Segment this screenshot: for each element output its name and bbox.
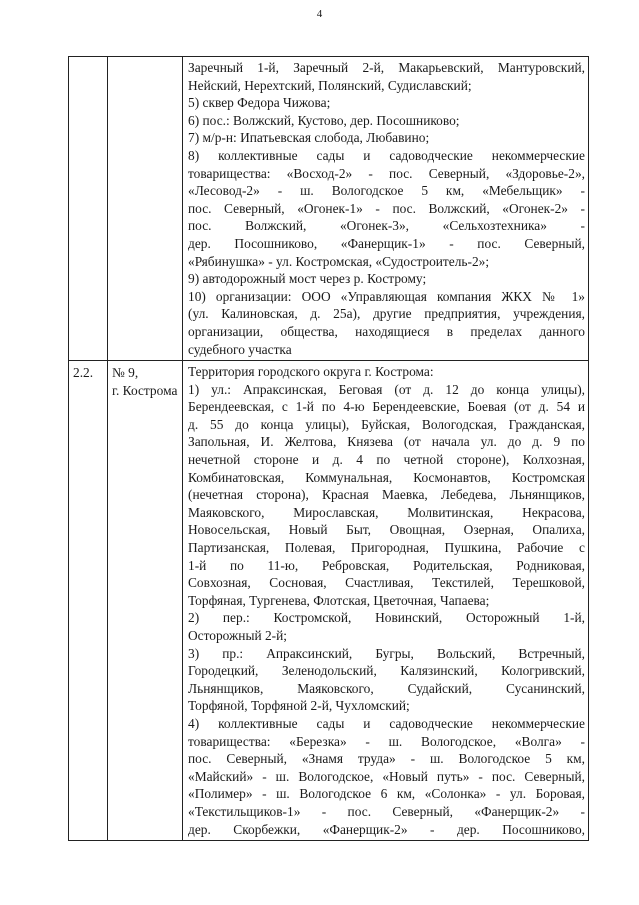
text-line: «Текстильщиков-1» - пос. Северный, «Фанерщик-2» - xyxy=(188,803,585,819)
text-line: пос. Северный, «Знамя труда» - ш. Вологодское 5 км, xyxy=(188,751,585,767)
text-line: Осторожный 2-й; xyxy=(188,628,288,643)
text-line: (ул. Калиновская, д. 25а), другие предприятия, учреждения, xyxy=(188,306,585,322)
text-line: пос. Северный, «Огонек-1» - пос. Волжский, «Огонек-2» - xyxy=(188,200,585,216)
text-line: «Лесовод-2» - ш. Вологодское 5 км, «Мебельщик» - xyxy=(188,183,585,199)
text-line: «Полимер» - ш. Вологодское 6 км, «Солонка» - ул. Боровая, xyxy=(188,786,585,802)
text-line: (нечетная сторона), Красная Маевка, Лебедева, Льнянщиков, xyxy=(188,487,585,503)
text-line: Совхозная, Сосновая, Счастливая, Текстилей, Терешковой, xyxy=(188,575,585,591)
text-line: судебного участка xyxy=(188,341,292,357)
row-number: 2.2. xyxy=(73,365,94,381)
text-line: 7) м/р-н: Ипатьевская слобода, Любавино; xyxy=(188,130,430,146)
text-line: Городецкий, Зеленодольский, Калязинский, Кологривский, xyxy=(188,663,585,679)
text-line: Запольная, И. Желтова, Князева (от начала ул. до д. 9 по xyxy=(188,434,585,450)
text-line: Партизанская, Полевая, Пригородная, Пушкина, Рабочие с xyxy=(188,540,585,556)
text-line: Территория городского округа г. Кострома: xyxy=(188,364,434,380)
district-name: № 9, г. Кострома xyxy=(112,365,178,398)
text-line: Заречный 1-й, Заречный 2-й, Макарьевский, Мантуровский, xyxy=(188,60,585,75)
row-number-cell xyxy=(69,361,108,841)
text-line: Комбинатовская, Коммунальная, Космонавтов, Костромская xyxy=(188,469,585,485)
district-name xyxy=(108,57,182,60)
text-line: 2) пер.: Костромской, Новинский, Осторожный 1-й, xyxy=(188,610,585,626)
text-line: Торфяной, Торфяной 2-й, Чухломский; xyxy=(188,698,410,714)
text-line: 1) ул.: Апраксинская, Беговая (от д. 12 до конца улицы), xyxy=(188,381,585,397)
page-number: 4 xyxy=(316,8,323,20)
text-line: 10) организации: ООО «Управляющая компания ЖКХ № 1» xyxy=(188,288,585,304)
text-line: Новосельская, Новый Быт, Овощная, Озерная, Опалиха, xyxy=(188,522,585,538)
court-district-table xyxy=(68,56,589,841)
text-line: пос. Волжский, «Огонек-3», «Сельхозтехника» - xyxy=(188,218,585,234)
text-line: дер. Посошниково, «Фанерщик-1» - пос. Северный, xyxy=(188,235,585,251)
text-line: Маяковского, Мирославская, Молвитинская, Некрасова, xyxy=(188,504,585,520)
territory-description xyxy=(183,57,588,360)
text-line: Берендеевская, с 1-й по 4-ю Берендеевские, Боевая (от д. 54 и xyxy=(188,399,585,415)
text-line: 4) коллективные сады и садоводческие некоммерческие xyxy=(188,715,585,731)
territory-cell xyxy=(183,361,589,841)
district-cell xyxy=(108,361,183,841)
table-row xyxy=(69,361,589,841)
text-line: организации, общества, находящиеся в пределах данного xyxy=(188,323,585,339)
text-line: Нейский, Нерехтский, Полянский, Судиславский; xyxy=(188,77,472,93)
text-line: нечетной стороне и д. 4 по четной стороне), Колхозная, xyxy=(188,452,585,468)
text-line: 3) пр.: Апраксинский, Бугры, Вольский, Встречный, xyxy=(188,645,585,661)
text-line: д. 55 до конца улицы), Буйская, Вологодская, Гражданская, xyxy=(188,416,585,432)
district-cell xyxy=(108,57,183,361)
text-line: Торфяная, Тургенева, Флотская, Цветочная, Чапаева; xyxy=(188,592,490,608)
text-line: товарищества: «Восход-2» - пос. Северный, «Здоровье-2», xyxy=(188,165,585,181)
text-line: «Майский» - ш. Вологодское, «Новый путь» - пос. Северный, xyxy=(188,768,585,784)
text-line: 9) автодорожный мост через р. Кострому; xyxy=(188,271,427,287)
table-row xyxy=(69,57,589,361)
row-number xyxy=(69,57,107,60)
territory-description xyxy=(183,361,588,840)
text-line: дер. Скорбежки, «Фанерщик-2» - дер. Посошниково, xyxy=(188,821,585,837)
row-number-cell xyxy=(69,57,108,361)
text-line: 8) коллективные сады и садоводческие некоммерческие xyxy=(188,147,585,163)
text-line: Льнянщиков, Маяковского, Судайский, Сусанинский, xyxy=(188,680,585,696)
text-line: 6) пос.: Волжский, Кустово, дер. Посошниково; xyxy=(188,112,460,128)
text-line: 1-й по 11-ю, Ребровская, Родительская, Родниковая, xyxy=(188,557,585,573)
territory-cell xyxy=(183,57,589,361)
text-line: товарищества: «Березка» - ш. Вологодское, «Волга» - xyxy=(188,733,585,749)
text-line: «Рябинушка» - ул. Костромская, «Судостроитель-2»; xyxy=(188,253,490,269)
text-line: 5) сквер Федора Чижова; xyxy=(188,95,331,111)
